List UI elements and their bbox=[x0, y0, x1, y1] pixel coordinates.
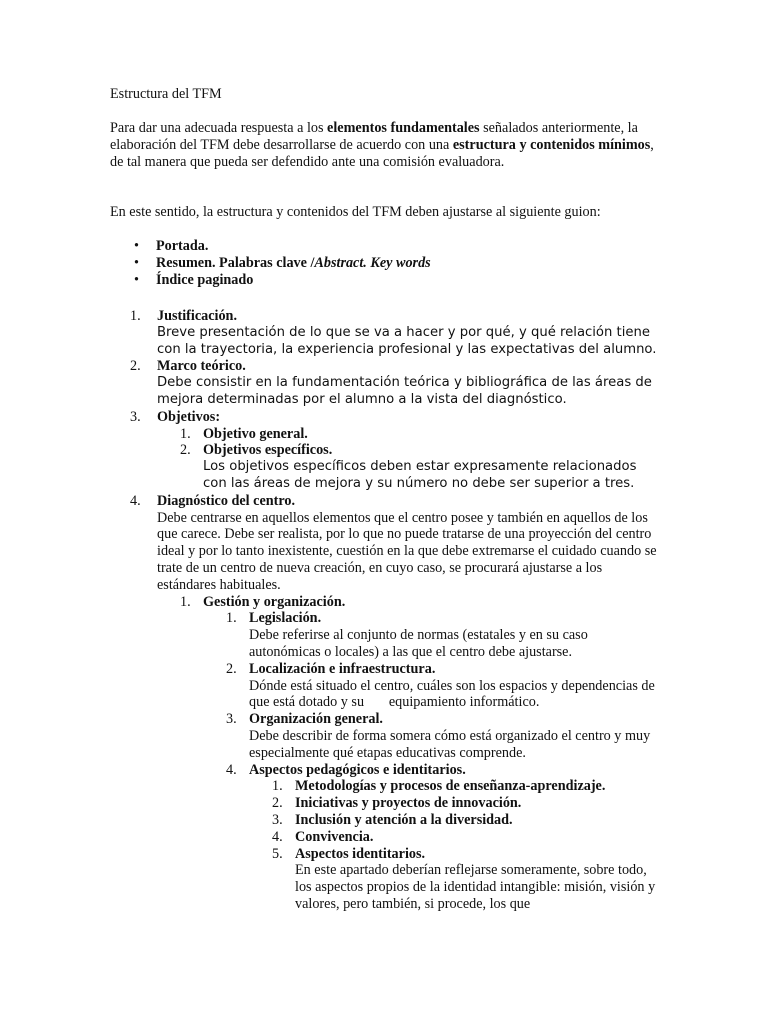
list-item bbox=[180, 425, 657, 443]
sublist bbox=[272, 778, 657, 912]
sublist bbox=[180, 425, 657, 493]
bullet-item bbox=[110, 238, 670, 255]
item-title: Metodologías y procesos de enseñanza-aprendizaje. bbox=[295, 778, 606, 795]
item-description: Debe referirse al conjunto de normas (estatales y en su caso autonómicas o locales) a las que el centro debe ajustarse. bbox=[249, 627, 588, 660]
item-title: Inclusión y atención a la diversidad. bbox=[295, 811, 513, 828]
bullet-text: Portada. bbox=[156, 238, 209, 254]
list-item bbox=[272, 811, 657, 829]
intro-text-1: Para dar una adecuada respuesta a los bbox=[110, 120, 328, 136]
item-title: Diagnóstico del centro. bbox=[157, 492, 296, 509]
numbered-list bbox=[130, 308, 659, 913]
bullet-text: Índice paginado bbox=[156, 271, 254, 288]
bullet-text: Resumen. Palabras clave / bbox=[156, 254, 315, 271]
sublist bbox=[180, 593, 659, 913]
item-description: Debe consistir en la fundamentación teórica y bibliográfica de las áreas de mejora determinadas por el alumno a la vista del diagnóstico. bbox=[157, 375, 652, 407]
item-title: Convivencia. bbox=[295, 828, 374, 845]
item-title: Marco teórico. bbox=[157, 358, 246, 375]
list-item bbox=[272, 828, 657, 846]
item-number: 1. bbox=[180, 593, 191, 610]
list-item bbox=[272, 778, 657, 795]
item-number: 2. bbox=[272, 795, 283, 812]
list-item bbox=[180, 593, 659, 913]
bullet-text-italic: Abstract. Key words bbox=[314, 254, 431, 271]
sublist bbox=[226, 610, 659, 912]
document-title: Estructura del TFM bbox=[110, 86, 222, 102]
bullet-item bbox=[110, 272, 670, 289]
bullet-dot: • bbox=[134, 238, 139, 254]
guide-paragraph: En este sentido, la estructura y contenidos del TFM deben ajustarse al siguiente guion: bbox=[110, 204, 601, 220]
list-item bbox=[272, 795, 657, 812]
bullet-dot: • bbox=[134, 254, 139, 271]
item-number: 3. bbox=[272, 811, 283, 828]
list-item bbox=[272, 845, 657, 913]
list-item bbox=[130, 308, 657, 358]
item-number: 1. bbox=[180, 425, 191, 442]
item-number: 5. bbox=[272, 845, 283, 862]
item-title: Localización e infraestructura. bbox=[249, 660, 436, 677]
intro-bold-1: elementos fundamentales bbox=[327, 120, 480, 136]
item-title: Organización general. bbox=[249, 711, 383, 728]
list-item bbox=[226, 610, 657, 660]
item-description: En este apartado deberían reflejarse someramente, sobre todo, los aspectos propios de la identidad intangible: misión, visión y valores, pero también, si procede, los que bbox=[295, 862, 656, 912]
list-item bbox=[226, 761, 657, 913]
item-title: Legislación. bbox=[249, 610, 322, 627]
item-title: Objetivos específicos. bbox=[203, 442, 333, 459]
item-number: 4. bbox=[272, 828, 283, 845]
item-number: 2. bbox=[226, 660, 237, 677]
list-item bbox=[130, 408, 657, 493]
item-number: 4. bbox=[226, 761, 237, 778]
list-item bbox=[226, 660, 659, 711]
item-title: Gestión y organización. bbox=[203, 593, 346, 610]
intro-bold-2: estructura y contenidos mínimos bbox=[452, 136, 651, 153]
list-item bbox=[226, 711, 657, 761]
item-description: Debe describir de forma somera cómo está organizado el centro y muy especialmente qué etapas educativas comprende. bbox=[249, 727, 651, 761]
intro-text-3: , de tal manera que pueda ser defendido ante una comisión evaluadora. bbox=[110, 136, 654, 170]
item-number: 1. bbox=[226, 610, 237, 627]
list-item bbox=[130, 358, 657, 408]
list-item bbox=[180, 442, 657, 492]
list-item bbox=[130, 492, 659, 913]
intro-paragraph bbox=[110, 120, 670, 170]
item-description: Debe centrarse en aquellos elementos que el centro posee y también en aquellos de los que carece. Debe ser realista, por lo que no puede tratarse de una proyección del centro ideal y por lo tanto inexistente, cuestión en la que debe extremarse el cuidado cuando se trate de un centro de nueva creación, en cuyo caso, se procurará ajustarse a los estándares habituales. bbox=[157, 509, 657, 593]
item-title: Objetivos: bbox=[157, 408, 221, 425]
item-title: Objetivo general. bbox=[203, 425, 308, 442]
item-title: Iniciativas y proyectos de innovación. bbox=[295, 795, 522, 812]
item-description: Los objetivos específicos deben estar expresamente relacionados con las áreas de mejora y su número no debe ser superior a tres. bbox=[203, 459, 637, 491]
item-title: Justificación. bbox=[157, 308, 237, 324]
item-number: 3. bbox=[130, 408, 141, 425]
bullet-list bbox=[110, 238, 670, 288]
item-number: 4. bbox=[130, 492, 141, 509]
item-title: Aspectos identitarios. bbox=[295, 845, 426, 862]
bullet-dot: • bbox=[134, 271, 139, 288]
item-number: 2. bbox=[130, 358, 141, 375]
item-number: 1. bbox=[130, 308, 141, 324]
item-number: 3. bbox=[226, 711, 237, 728]
item-description: Dónde está situado el centro, cuáles son los espacios y dependencias de que está dotado y su equipamiento informático. bbox=[249, 677, 659, 711]
item-description: Breve presentación de lo que se va a hacer y por qué, y qué relación tiene con la trayectoria, la experiencia profesional y las expectativas del alumno. bbox=[157, 324, 657, 357]
item-title: Aspectos pedagógicos e identitarios. bbox=[249, 761, 466, 778]
item-number: 2. bbox=[180, 442, 191, 459]
bullet-item bbox=[110, 255, 670, 272]
intro-text-2: señalados anteriormente, la elaboración del TFM debe desarrollarse de acuerdo con una bbox=[110, 120, 638, 153]
item-number: 1. bbox=[272, 778, 283, 795]
